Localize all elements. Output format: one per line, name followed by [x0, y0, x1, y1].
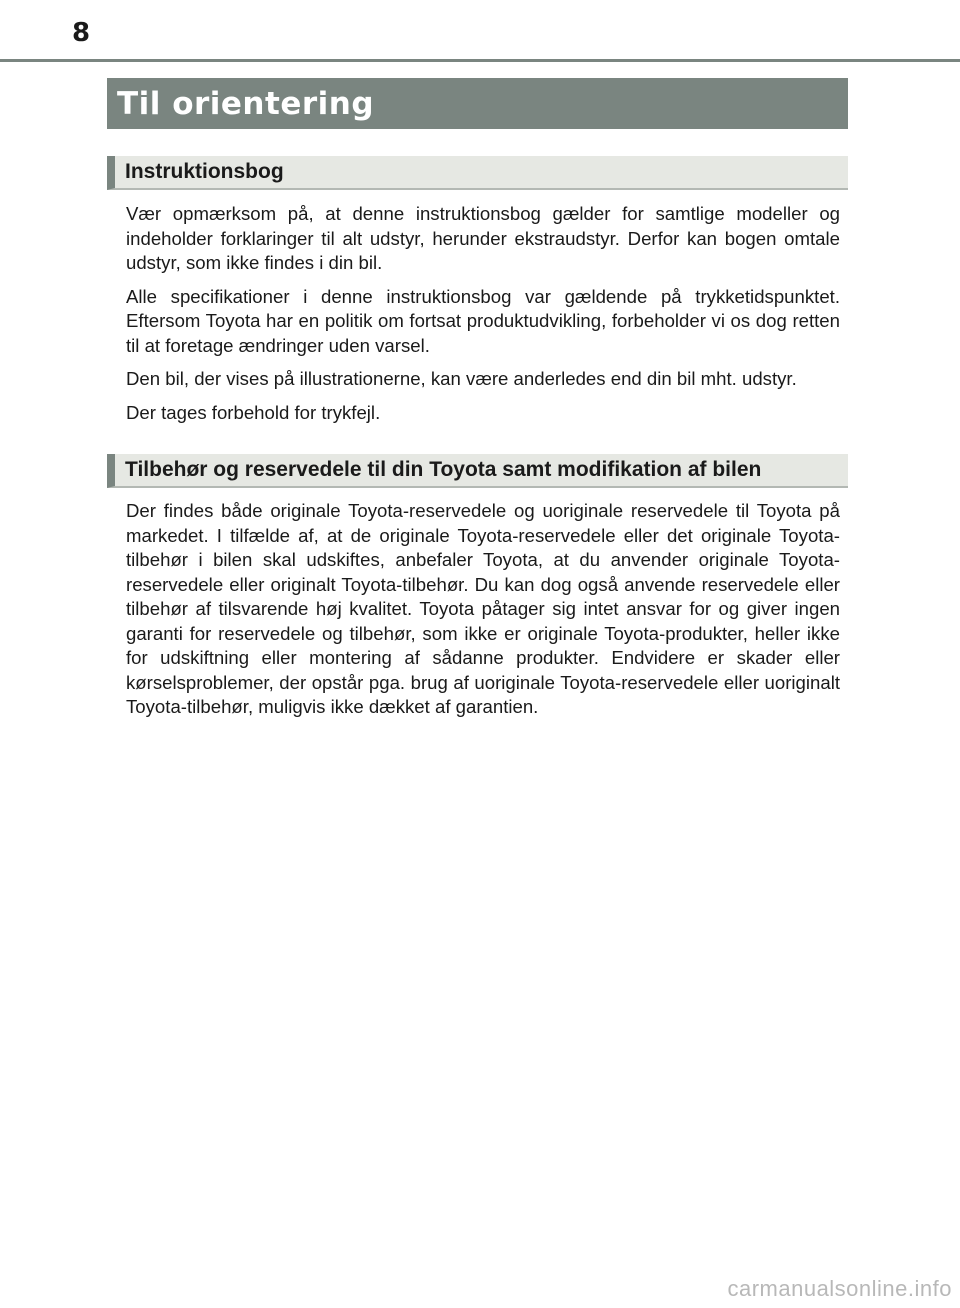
section-heading-text: Tilbehør og reservedele til din Toyota samt modifikation af bilen [125, 458, 762, 481]
section-body-tilbehoer [126, 499, 840, 729]
top-rule [0, 59, 960, 62]
page-number: 8 [72, 18, 91, 48]
paragraph: Vær opmærksom på, at denne instruktionsbog gælder for samtlige modeller og indeholder forklaringer til alt udstyr, herunder ekstraudstyr. Derfor kan bogen omtale udstyr, som ikke findes i din bil. [126, 203, 840, 273]
section-body-instruktionsbog [126, 202, 840, 434]
watermark: carmanualsonline.info [727, 1276, 952, 1301]
paragraph: Den bil, der vises på illustrationerne, kan være anderledes end din bil mht. udstyr. [126, 368, 797, 389]
page-title: Til orientering [117, 85, 375, 122]
title-banner [107, 78, 848, 129]
paragraph: Der tages forbehold for trykfejl. [126, 401, 381, 423]
section-heading-instruktionsbog [107, 156, 848, 190]
section-heading-tilbehoer [107, 454, 848, 488]
paragraph: Alle specifikationer i denne instruktionsbog var gældende på trykketidspunktet. Eftersom Toyota har en politik om fortsat produktudvikling, forbeholder vi os dog retten til at foretage ændringer uden varsel. [126, 285, 840, 356]
section-heading-text: Instruktionsbog [125, 160, 284, 183]
paragraph: Der findes både originale Toyota-reservedele og uoriginale reservedele til Toyota på markedet. I tilfælde af, at de originale Toyota-reservedele eller det originale Toyota-tilbehør i bilen skal udskiftes, anbefaler Toyota, at du anvender originale Toyota-reservedele eller originalt Toyota-tilbehør. Du kan dog også anvende reservedele eller tilbehør af tilsvarende høj kvalitet. Toyota påtager sig intet ansvar for og giver ingen garanti for reservedele og tilbehør, som ikke er originale Toyota-produkter, heller ikke for udskiftning eller montering af sådanne produkter. Endvidere er skader eller kørselsproblemer, der opstår pga. brug af uoriginale Toyota-reservedele eller uoriginalt Toyota-tilbehør, muligvis ikke dækket af garantien. [126, 500, 840, 717]
